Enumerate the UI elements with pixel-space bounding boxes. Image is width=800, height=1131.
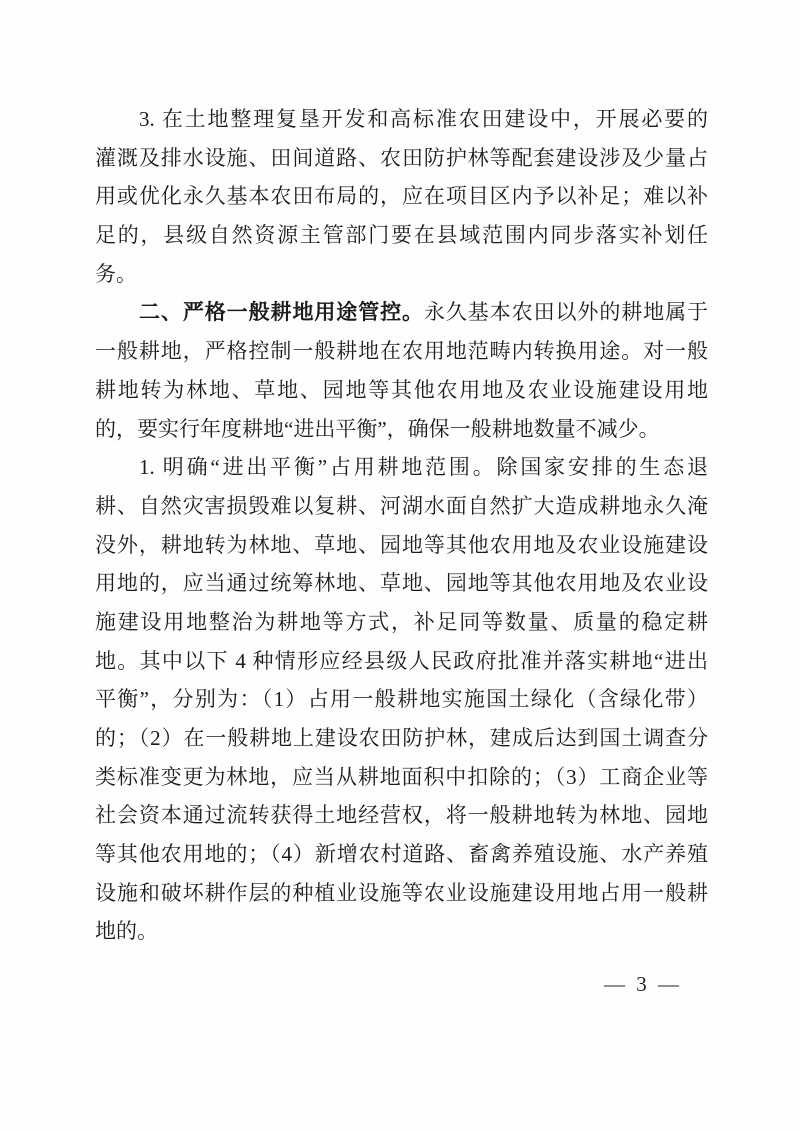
text-line: 等其他农用地的；（4）新增农村道路、畜禽养殖设施、水产养殖 — [95, 842, 708, 867]
text-line: 用地的，应当通过统筹林地、草地、园地等其他农用地及农业设 — [95, 571, 708, 596]
text-line: 灌溉及排水设施、田间道路、农田防护林等配套建设涉及少量占 — [95, 145, 708, 170]
text-line: 3. 在土地整理复垦开发和高标准农田建设中，开展必要的 — [139, 107, 708, 131]
text-line: 一般耕地，严格控制一般耕地在农用地范畴内转换用途。对一般 — [95, 339, 708, 364]
text-line — [95, 293, 708, 332]
page-number: — 3 — — [604, 972, 682, 996]
text-block — [95, 100, 708, 951]
text-line: 务。 — [95, 261, 137, 286]
text-line: 平衡”，分别为：（1）占用一般耕地实施国土绿化（含绿化带） — [95, 687, 708, 712]
text-line: 用或优化永久基本农田布局的，应在项目区内予以补足；难以补 — [95, 184, 708, 209]
text-run: 永久基本农田以外的耕地属于 — [423, 300, 708, 325]
text-line: 地的。 — [95, 919, 158, 944]
text-line: 设施和破坏耕作层的种植业设施等农业设施建设用地占用一般耕 — [95, 880, 708, 905]
text-line: 耕、自然灾害损毁难以复耕、河湖水面自然扩大造成耕地永久淹 — [95, 493, 708, 518]
text-line: 1. 明确“进出平衡”占用耕地范围。除国家安排的生态退 — [139, 455, 708, 480]
text-line: 的；（2）在一般耕地上建设农田防护林，建成后达到国土调查分 — [95, 726, 708, 750]
text-line: 没外，耕地转为林地、草地、园地等其他农用地及农业设施建设 — [95, 532, 708, 557]
text-line: 类标准变更为林地，应当从耕地面积中扣除的；（3）工商企业等 — [95, 764, 708, 789]
text-line: 耕地转为林地、草地、园地等其他农用地及农业设施建设用地 — [95, 377, 708, 402]
text-line: 社会资本通过流转获得土地经营权，将一般耕地转为林地、园地 — [95, 803, 708, 828]
section-heading: 二、严格一般耕地用途管控。 — [139, 300, 424, 325]
text-line: 地。其中以下 4 种情形应经县级人民政府批准并落实耕地“进出 — [95, 648, 708, 673]
text-line: 施建设用地整治为耕地等方式，补足同等数量、质量的稳定耕 — [95, 609, 708, 634]
text-line: 足的，县级自然资源主管部门要在县域范围内同步落实补划任 — [95, 223, 708, 248]
text-line: 的，要实行年度耕地“进出平衡”，确保一般耕地数量不减少。 — [95, 416, 660, 441]
